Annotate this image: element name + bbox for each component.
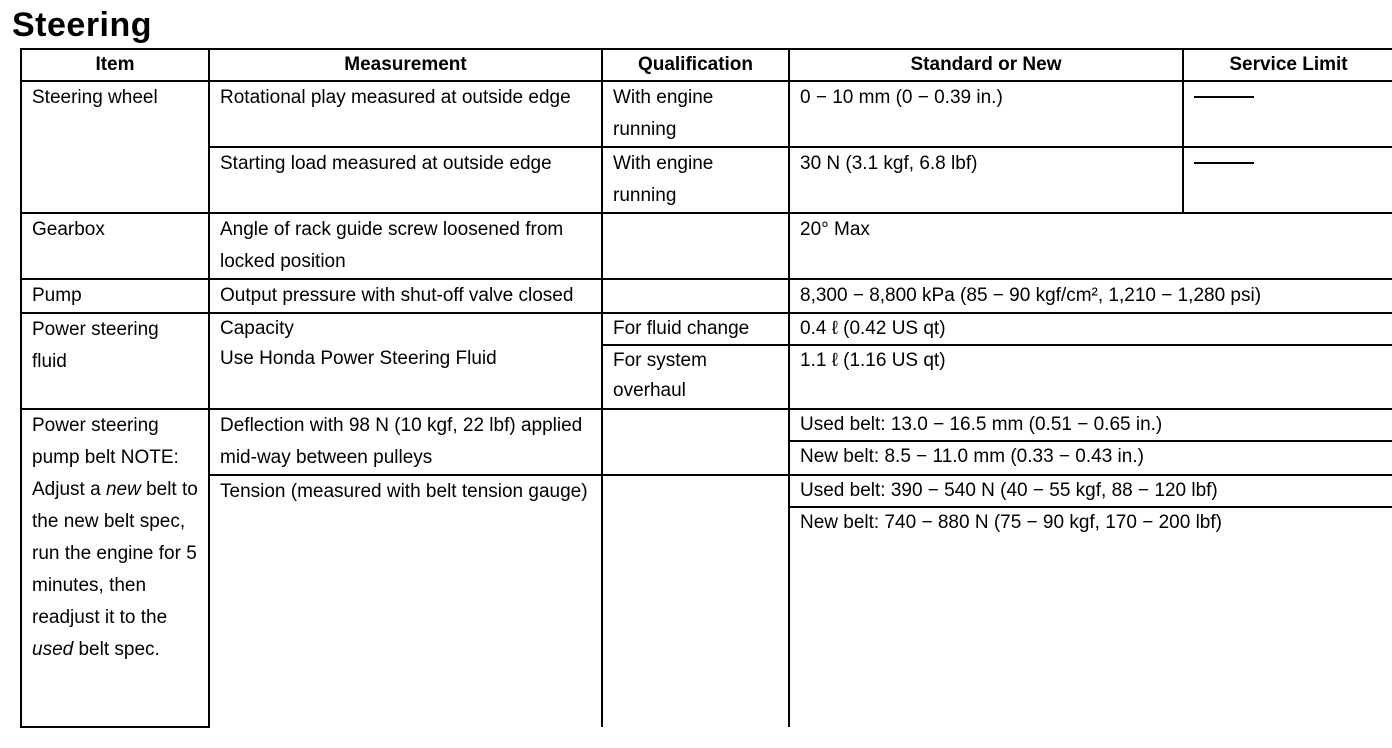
standard-cell: 30 N (3.1 kgf, 6.8 lbf) — [789, 147, 1183, 213]
standard-cell: 8,300 − 8,800 kPa (85 − 90 kgf/cm², 1,210 − 1,280 psi) — [789, 279, 1392, 313]
item-gearbox: Gearbox — [21, 213, 209, 279]
service-limit-cell — [1183, 81, 1392, 147]
table-row — [21, 213, 1392, 279]
qualification-cell — [602, 313, 789, 409]
table-row — [21, 147, 1392, 213]
standard-cell — [789, 313, 1392, 409]
measurement-cell — [209, 313, 602, 409]
qualification-cell — [602, 475, 789, 727]
system-overhaul-label: For system overhaul — [603, 344, 788, 406]
table-row — [21, 279, 1392, 313]
service-limit-cell — [1183, 147, 1392, 213]
steering-spec-table — [20, 48, 1392, 728]
measurement-cell: Deflection with 98 N (10 kgf, 22 lbf) applied mid-way between pulleys — [209, 409, 602, 475]
item-steering-wheel: Steering wheel — [21, 81, 209, 213]
deflection-new-belt: New belt: 8.5 − 11.0 mm (0.33 − 0.43 in.) — [790, 440, 1392, 472]
fluid-change-label: For fluid change — [613, 318, 750, 339]
item-pump: Pump — [21, 279, 209, 313]
measurement-cell: Angle of rack guide screw loosened from locked position — [209, 213, 602, 279]
header-standard: Standard or New — [789, 49, 1183, 81]
fluid-change-value: 0.4 ℓ (0.42 US qt) — [800, 318, 946, 339]
standard-cell: 20° Max — [789, 213, 1392, 279]
table-row — [21, 313, 1392, 409]
header-item: Item — [21, 49, 209, 81]
table-row — [21, 81, 1392, 147]
fluid-type-label: Use Honda Power Steering Fluid — [220, 348, 497, 369]
item-pump-belt — [21, 409, 209, 727]
belt-note-used: used — [32, 639, 74, 660]
measurement-cell: Output pressure with shut-off valve closed — [209, 279, 602, 313]
standard-cell: 0 − 10 mm (0 − 0.39 in.) — [789, 81, 1183, 147]
header-service-limit: Service Limit — [1183, 49, 1392, 81]
page-title: Steering — [12, 6, 153, 44]
tension-used-belt: Used belt: 390 − 540 N (40 − 55 kgf, 88 − 120 lbf) — [800, 480, 1218, 501]
table-row — [21, 409, 1392, 475]
measurement-cell: Tension (measured with belt tension gauge) — [209, 475, 602, 727]
standard-cell — [789, 409, 1392, 475]
qualification-cell: With engine running — [602, 147, 789, 213]
tension-new-belt: New belt: 740 − 880 N (75 − 90 kgf, 170 − 200 lbf) — [790, 506, 1392, 538]
fluid-capacity-label: Capacity — [220, 318, 294, 339]
belt-note-b: belt to the new belt spec, run the engine for 5 minutes, then readjust it to the — [32, 479, 198, 628]
belt-note-a: NOTE: Adjust a — [32, 447, 179, 500]
table-row — [21, 475, 1392, 727]
standard-cell — [789, 475, 1392, 727]
item-fluid: Power steering fluid — [21, 313, 209, 409]
belt-note-new: new — [105, 479, 141, 500]
header-measurement: Measurement — [209, 49, 602, 81]
qualification-cell — [602, 279, 789, 313]
qualification-cell: With engine running — [602, 81, 789, 147]
header-row — [21, 49, 1392, 81]
dash-mark — [1194, 96, 1254, 98]
system-overhaul-value: 1.1 ℓ (1.16 US qt) — [790, 344, 1392, 408]
measurement-cell: Rotational play measured at outside edge — [209, 81, 602, 147]
dash-mark — [1194, 162, 1254, 164]
deflection-used-belt: Used belt: 13.0 − 16.5 mm (0.51 − 0.65 in.) — [800, 414, 1163, 435]
header-qualification: Qualification — [602, 49, 789, 81]
pump-belt-label: Power steering pump belt — [32, 415, 159, 468]
belt-note-c: belt spec. — [78, 639, 160, 660]
qualification-cell — [602, 213, 789, 279]
qualification-cell — [602, 409, 789, 475]
measurement-cell: Starting load measured at outside edge — [209, 147, 602, 213]
